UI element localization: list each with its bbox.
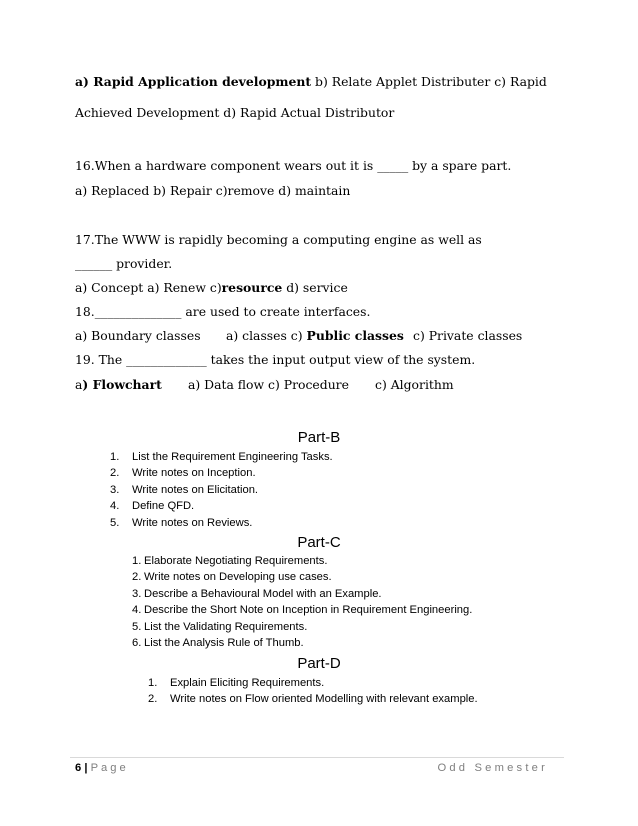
q19-answer-bold: ) Flowchart <box>82 377 162 392</box>
list-item-number: 5. <box>132 620 142 633</box>
q16-options: a) Replaced b) Repair c)remove d) maintain <box>75 183 351 198</box>
list-item <box>110 482 333 498</box>
q16-question: 16.When a hardware component wears out it is _____ by a spare part. <box>75 158 512 173</box>
list-item-number: 2. <box>110 467 120 480</box>
part-c-list <box>132 553 472 651</box>
list-item <box>132 553 472 569</box>
part-c-heading: Part-C <box>297 534 341 551</box>
list-item <box>132 619 472 635</box>
list-item <box>110 465 333 481</box>
list-item-text: Write notes on Developing use cases. <box>144 571 332 584</box>
q18-option-b <box>226 328 404 343</box>
list-item <box>132 586 472 602</box>
list-item <box>148 691 478 707</box>
page-number: 6 <box>75 762 82 774</box>
list-item-text: Write notes on Flow oriented Modelling with relevant example. <box>170 693 478 706</box>
q17-options-post: d) service <box>282 280 348 295</box>
list-item <box>110 515 333 531</box>
part-b-heading: Part-B <box>297 429 341 446</box>
list-item-text: Define QFD. <box>132 500 195 513</box>
q18-options <box>75 328 201 343</box>
list-item-text: Write notes on Reviews. <box>132 516 253 529</box>
q17-options-pre: a) Concept a) Renew c) <box>75 280 222 295</box>
q17-answer-bold: resource <box>221 280 283 295</box>
list-item-text: Describe a Behavioural Model with an Example. <box>144 587 382 600</box>
q19-option-c: c) Algorithm <box>375 377 454 392</box>
list-item-text: List the Requirement Engineering Tasks. <box>132 451 333 463</box>
list-item-number: 2. <box>132 571 142 584</box>
list-item-number: 5. <box>110 516 120 529</box>
q14-options-line2: Achieved Development d) Rapid Actual Distributor <box>75 105 395 120</box>
list-item <box>132 602 472 618</box>
list-item-text: List the Validating Requirements. <box>144 620 308 633</box>
list-item-number: 3. <box>110 483 120 496</box>
q18-question: 18.______________ are used to create interfaces. <box>75 304 371 319</box>
q18-option-a: a) Boundary classes <box>75 328 201 343</box>
q19-option-a <box>75 377 162 392</box>
part-d-list <box>148 675 478 708</box>
list-item <box>148 675 478 691</box>
part-b-list <box>110 449 333 531</box>
list-item <box>110 498 333 514</box>
q18-answer-bold: Public classes <box>306 328 404 343</box>
list-item <box>110 449 333 465</box>
list-item-number: 6. <box>132 636 142 649</box>
q14-answer-bold: a) Rapid Application development <box>75 74 312 89</box>
q19-question: 19. The _____________ takes the input output view of the system. <box>75 352 476 367</box>
page-separator: | <box>81 762 91 774</box>
q17-question-continued: ______ provider. <box>75 256 173 271</box>
list-item-text: Elaborate Negotiating Requirements. <box>144 555 328 567</box>
q17-question: 17.The WWW is rapidly becoming a computing engine as well as <box>75 232 482 247</box>
list-item-text: Describe the Short Note on Inception in Requirement Engineering. <box>144 604 473 617</box>
footer-divider <box>70 757 564 758</box>
list-item-number: 4. <box>110 500 120 513</box>
footer-semester: Odd Semester <box>437 762 548 774</box>
q18-option-b-text: a) classes c) <box>226 328 307 343</box>
q14-options-line1 <box>75 74 547 89</box>
q14-options-rest: b) Relate Applet Distributer c) Rapid <box>311 74 547 89</box>
list-item-text: Explain Eliciting Requirements. <box>170 677 325 689</box>
footer-page-label <box>75 762 129 774</box>
part-d-heading: Part-D <box>297 655 341 672</box>
q17-options <box>75 280 348 295</box>
q18-option-c: c) Private classes <box>413 328 523 343</box>
list-item <box>132 569 472 585</box>
list-item-number: 3. <box>132 587 142 600</box>
list-item-number: 1. <box>148 677 158 689</box>
list-item-number: 4. <box>132 604 142 617</box>
q19-option-b: a) Data flow c) Procedure <box>188 377 349 392</box>
list-item <box>132 635 472 651</box>
list-item-text: Write notes on Elicitation. <box>132 483 259 496</box>
list-item-number: 2. <box>148 693 158 706</box>
page-word: Page <box>90 762 129 774</box>
list-item-text: Write notes on Inception. <box>132 467 256 480</box>
list-item-number: 1. <box>132 555 142 567</box>
q19-option-a-prefix: a <box>75 377 83 392</box>
list-item-number: 1. <box>110 451 120 463</box>
list-item-text: List the Analysis Rule of Thumb. <box>144 636 304 649</box>
